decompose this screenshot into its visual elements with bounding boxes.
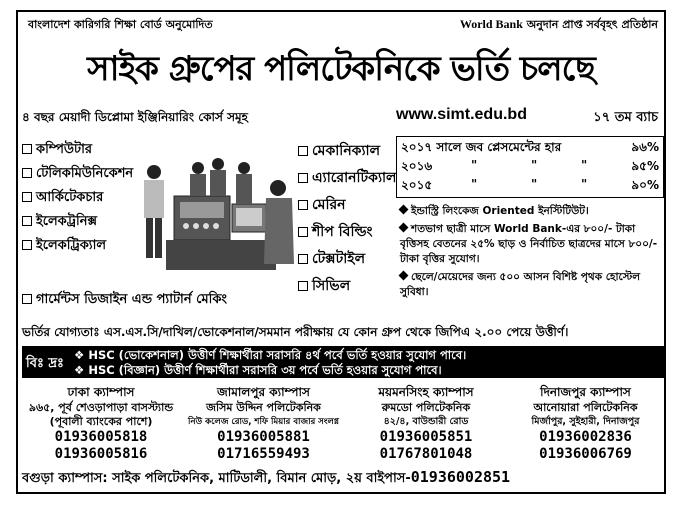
course-label: মেরিন <box>312 197 346 213</box>
bogura-campus-line <box>22 468 664 490</box>
feature-item <box>400 204 666 219</box>
campus-institute: ৯৬৫, পূর্ব শেওড়াপাড়া বাসস্ট্যান্ড <box>28 401 174 414</box>
list-item <box>298 273 408 300</box>
course-label: সিভিল <box>312 278 351 294</box>
campus-address: (পূবালী ব্যাংকের পাশে) <box>49 415 153 428</box>
checkbox-icon <box>22 144 32 154</box>
course-label: আর্কিটেকচার <box>36 190 104 205</box>
checkbox-icon <box>298 146 308 156</box>
list-item <box>298 219 408 246</box>
ditto-mark: " <box>581 158 588 172</box>
worldbank-text <box>460 16 658 35</box>
ditto-mark: " <box>581 177 588 191</box>
feature-item <box>400 222 666 267</box>
checkbox-icon <box>22 240 32 250</box>
campus-institute: রুমডো পলিটেকনিক <box>381 401 471 414</box>
checkbox-icon <box>298 200 308 210</box>
campus-address: মির্জাপুর, সুইহারী, দিনাজপুর <box>531 416 640 427</box>
list-item <box>298 165 408 192</box>
students-lab-photo <box>136 154 294 274</box>
diamond-bullet-icon <box>399 223 409 233</box>
approval-text: বাংলাদেশ কারিগরি শিক্ষা বোর্ড অনুমোদিত <box>28 18 213 31</box>
campus-address: ৪২/৪, বাউন্ডারী রোড <box>383 416 469 427</box>
campus-jamalpur <box>182 384 345 464</box>
campus-name: দিনাজপুর ক্যাম্পাস <box>540 385 631 399</box>
worldbank-suffix: অনুদান প্রাপ্ত সর্ববৃহৎ প্রতিষ্ঠান <box>522 18 658 31</box>
ditto-mark: " <box>471 177 478 191</box>
checkbox-icon <box>298 281 308 291</box>
campus-phone[interactable]: 01767801048 <box>379 446 473 462</box>
note-label: বিঃ দ্রঃ <box>26 356 64 371</box>
ditto-mark: " <box>531 177 538 191</box>
top-line <box>18 12 664 36</box>
campus-institute: আনোয়ারা পলিটেকনিক <box>533 401 638 414</box>
campus-phone[interactable]: 01936005818 <box>54 429 148 445</box>
diamond-bullet-icon <box>399 205 409 215</box>
campus-institute: জসিম উদ্দিন পলিটেকনিক <box>206 401 321 414</box>
campus-dhaka <box>22 384 180 464</box>
campus-phone[interactable]: 01936002836 <box>539 429 632 445</box>
right-course-list <box>298 138 408 300</box>
campus-address: নিউ কলেজ রোড, শফি মিয়ার বাজার সংলগ্ন <box>188 417 339 427</box>
course-label: শীপ বিল্ডিং <box>312 224 373 240</box>
course-label: টেলিকমিউনিকেশন <box>36 166 134 181</box>
feature-text: ছেলে/মেয়েদের জন্য ৫০০ আসন বিশিষ্ট পৃথক হোস্টেল সুবিধা। <box>400 271 641 298</box>
checkbox-icon <box>22 168 32 178</box>
feature-text: ইন্ডাস্ট্রি লিংকেজ Oriented ইনস্টিটিউট। <box>411 205 589 217</box>
campus-phone[interactable]: 01936005851 <box>379 429 473 445</box>
course-label: টেক্সটাইল <box>312 251 365 267</box>
list-item <box>298 192 408 219</box>
bogura-phone[interactable]: 01936002851 <box>410 468 511 486</box>
placement-row <box>401 139 659 158</box>
feature-item <box>400 270 666 300</box>
campus-mymensingh <box>347 384 505 464</box>
checkbox-icon <box>22 294 32 304</box>
course-label: কম্পিউটার <box>36 142 93 157</box>
campus-phone[interactable]: 01936005881 <box>217 429 310 445</box>
campus-phone[interactable]: 01936005816 <box>54 446 148 462</box>
campus-name: জামালপুর ক্যাম্পাস <box>217 385 310 399</box>
course-label: গার্মেন্টস ডিজাইন এন্ড প্যাটার্ন মেকিং <box>36 292 228 307</box>
campus-name: ঢাকা ক্যাম্পাস <box>67 385 135 399</box>
courses-header-row <box>18 106 664 128</box>
placement-rate: ৯০% <box>631 178 659 192</box>
placement-year: ২০১৫ <box>401 178 433 192</box>
placement-year: ২০১৬ <box>401 159 433 173</box>
list-item <box>22 288 227 312</box>
worldbank-label: World Bank <box>459 17 523 31</box>
placement-rate-box <box>396 136 664 198</box>
checkbox-icon <box>22 192 32 202</box>
advertisement <box>16 10 666 494</box>
checkbox-icon <box>298 227 308 237</box>
campus-name: ময়মনসিংহ ক্যাম্পাস <box>378 385 474 399</box>
feature-text: শতভাগ ছাত্রী মাসে World Bank-এর ৮০০/- টাকা বৃত্তিসহ বেতনের ২৫% ছাড় ও নির্বাচিত ছাত্রদের মাসে ৮০০/- টাকা বৃত্তির সুযোগ। <box>400 223 658 265</box>
features-list <box>400 204 666 303</box>
ditto-mark: " <box>531 158 538 172</box>
campus-list <box>22 384 664 464</box>
course-label: এ্যারোনটিক্যাল <box>312 170 397 186</box>
headline: সাইক গ্রুপের পলিটেকনিকে ভর্তি চলছে <box>87 49 595 89</box>
course-label: ইলেকট্রনিক্স <box>36 214 98 229</box>
placement-rate: ৯৬% <box>631 140 659 154</box>
courses-heading: ৪ বছর মেয়াদী ডিপ্লোমা ইঞ্জিনিয়ারিং কোর্স সমূহ <box>22 110 248 124</box>
checkbox-icon <box>298 173 308 183</box>
ditto-mark: " <box>471 158 478 172</box>
eligibility-text: ভর্তির যোগ্যতাঃ এস.এস.সি/দাখিল/ভোকেশনাল/সমমান পরীক্ষায় যে কোন গ্রুপ থেকে জিপিএ ২.০০ পেয়ে উত্তীর্ণ। <box>22 325 569 339</box>
list-item <box>298 246 408 273</box>
note-line: ❖ HSC (ভোকেশনাল) উত্তীর্ণ শিক্ষার্থীরা সরাসরি ৪র্থ পর্বে ভর্তি হওয়ার সুযোগ পাবে। <box>74 348 467 362</box>
note-box <box>22 346 664 378</box>
course-label: ইলেকট্রিক্যাল <box>36 238 107 253</box>
checkbox-icon <box>22 216 32 226</box>
checkbox-icon <box>298 254 308 264</box>
placement-row <box>401 158 659 177</box>
website-link[interactable]: www.simt.edu.bd <box>396 106 527 123</box>
batch-label: ১৭ তম ব্যাচ <box>593 110 658 125</box>
list-item <box>298 138 408 165</box>
placement-row <box>401 177 659 196</box>
course-label: মেকানিক্যাল <box>312 143 381 159</box>
campus-phone[interactable]: 01936006769 <box>539 446 632 462</box>
note-line: ❖ HSC (বিজ্ঞান) উত্তীর্ণ শিক্ষার্থীরা সরাসরি ৩য় পর্বে ভর্তি হওয়ার সুযোগ পাবে। <box>74 363 442 377</box>
placement-rate: ৯৫% <box>631 159 659 173</box>
campus-dinajpur <box>507 384 664 464</box>
bogura-address: বগুড়া ক্যাম্পাস: সাইক পলিটেকনিক, মাটিডালী, বিমান মোড়, ২য় বাইপাস- <box>22 471 411 486</box>
campus-phone[interactable]: 01716559493 <box>217 446 310 462</box>
diamond-bullet-icon <box>399 271 409 281</box>
placement-year: ২০১৭ সালে জব প্লেসমেন্টের হার <box>401 140 562 154</box>
